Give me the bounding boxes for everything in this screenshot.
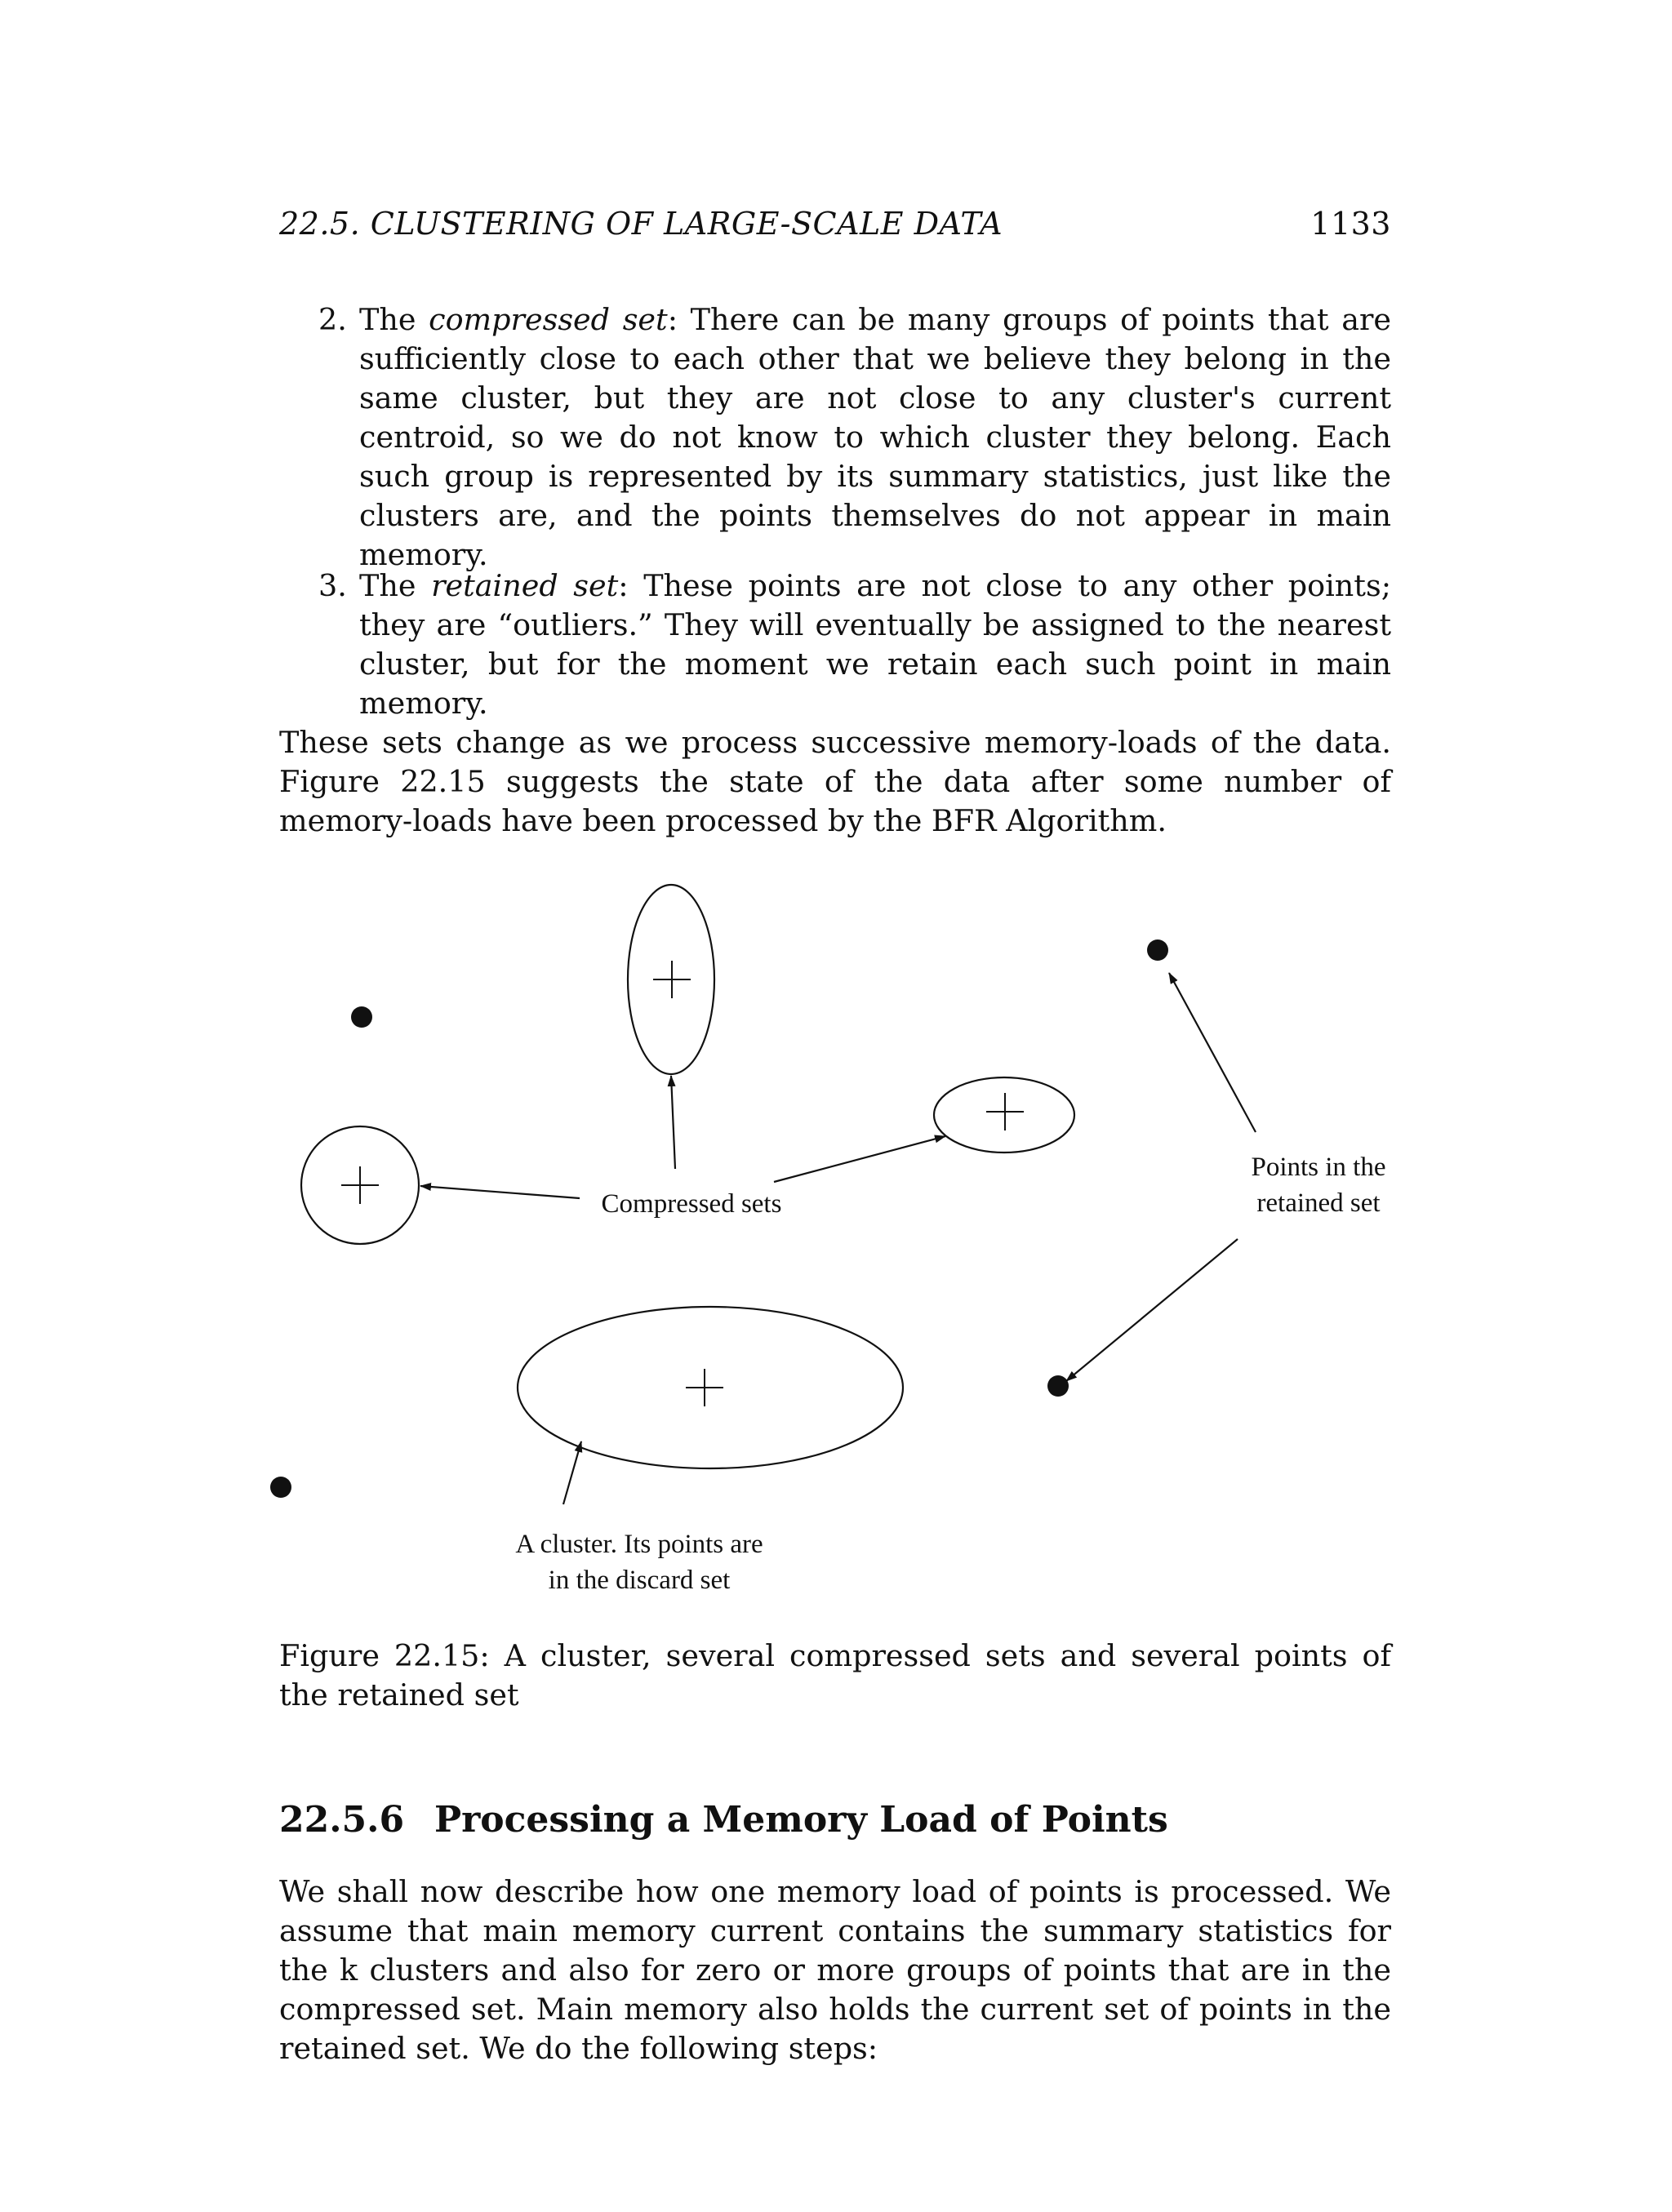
retained-point <box>351 1006 372 1028</box>
cluster-ellipse <box>518 1307 903 1468</box>
retained-point <box>1047 1375 1069 1397</box>
compressed-set-ellipse-tall <box>628 885 714 1074</box>
arrow-to-retained-top <box>1169 973 1256 1132</box>
term-compressed-set: compressed set <box>429 302 668 337</box>
label-cluster-line1: A cluster. Its points are <box>515 1530 763 1559</box>
section-title: Processing a Memory Load of Points <box>434 1799 1168 1841</box>
page-number: 1133 <box>1310 206 1391 242</box>
section-heading <box>279 1799 1391 1841</box>
retained-points <box>270 939 1168 1498</box>
label-retained-set <box>1225 1149 1412 1221</box>
figure-caption: Figure 22.15: A cluster, several compressed sets and several points of the retained set <box>279 1638 1391 1712</box>
label-compressed-sets: Compressed sets <box>601 1189 782 1219</box>
retained-point <box>270 1477 291 1498</box>
arrow-to-right-ellipse <box>774 1136 945 1182</box>
compressed-set-ellipse-right <box>934 1077 1074 1153</box>
list-item-number: 2. <box>318 302 347 337</box>
arrow-to-left-circle <box>420 1186 580 1198</box>
section-number: 22.5.6 <box>279 1799 405 1841</box>
list-item-text <box>359 300 1391 575</box>
arrow-to-tall-ellipse <box>671 1076 675 1169</box>
arrow-to-retained-bottom <box>1066 1239 1238 1381</box>
list-item-body: : These points are not close to any other points; they are “outliers.” They will eventually be assigned to the nearest cluster, but for the moment we retain each such point in main memory. <box>359 568 1391 721</box>
list-item-text <box>359 566 1391 723</box>
retained-point <box>1147 939 1168 961</box>
centroid-markers <box>341 961 1024 1406</box>
running-head <box>279 206 1391 242</box>
compressed-set-circle-left <box>301 1126 419 1244</box>
label-cluster-line2: in the discard set <box>548 1566 731 1595</box>
label-retained-line2: retained set <box>1256 1188 1381 1218</box>
list-item-number: 3. <box>318 568 347 603</box>
list-item-lead: The <box>359 302 429 337</box>
list-item-retained-set <box>318 566 1391 723</box>
section-paragraph: We shall now describe how one memory load of points is processed. We assume that main memory current contains the summary statistics for the k clusters and also for zero or more groups of points that are in the compressed set. Main memory also holds the current set of points in the retained set. We do the following steps: <box>279 1874 1391 2066</box>
label-retained-line1: Points in the <box>1251 1153 1386 1182</box>
intro-paragraph: These sets change as we process successive memory-loads of the data. Figure 22.15 suggests the state of the data after some number of memory-loads have been processed by the BFR Algorithm. <box>279 725 1391 838</box>
arrow-to-cluster <box>563 1441 581 1504</box>
running-title: 22.5. CLUSTERING OF LARGE-SCALE DATA <box>279 206 1003 242</box>
list-item-compressed-set <box>318 300 1391 575</box>
term-retained-set: retained set <box>431 568 619 603</box>
label-cluster <box>480 1526 798 1598</box>
list-item-lead: The <box>359 568 432 603</box>
list-item-body: : There can be many groups of points that are sufficiently close to each other that we believe they belong in the same cluster, but they are not close to any cluster's current centroid, so we do not know to which cluster they belong. Each such group is represented by its summary statistics, just like the clusters are, and the points themselves do not appear in main memory. <box>359 302 1391 572</box>
